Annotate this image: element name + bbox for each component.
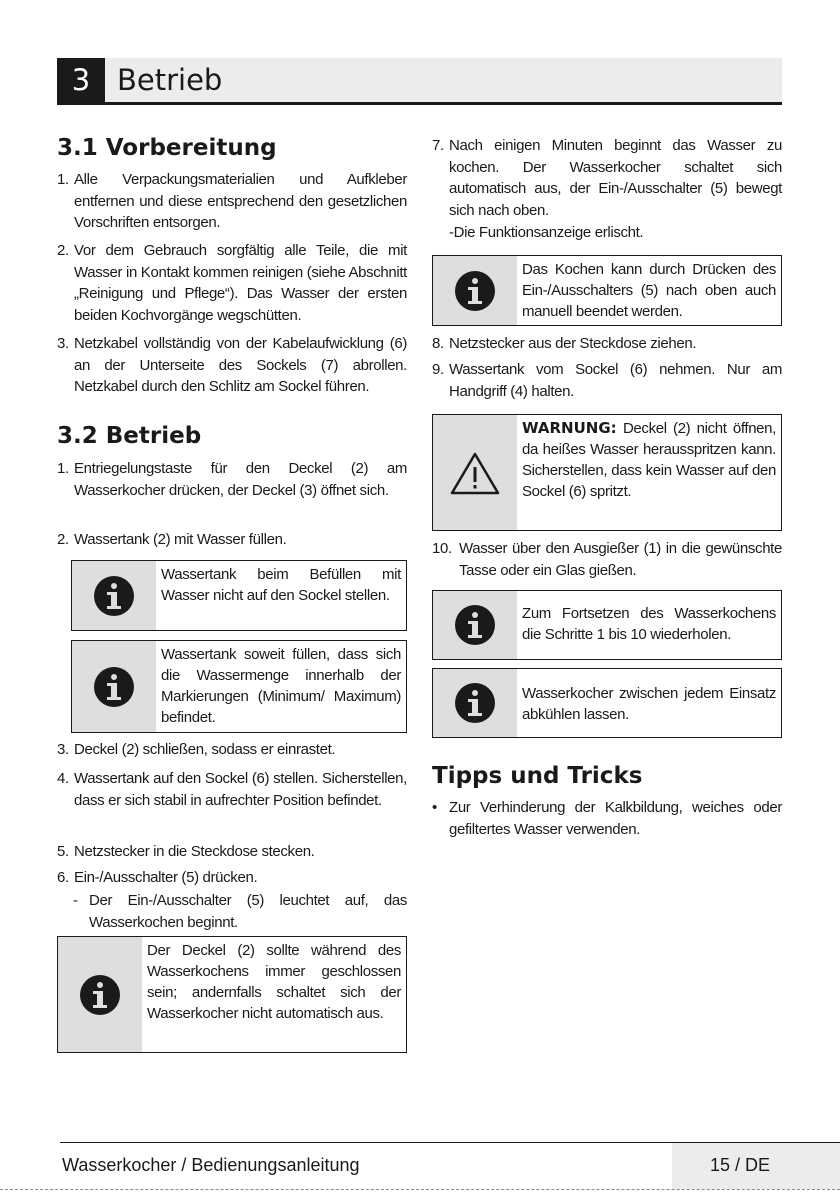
page-edge [0, 1189, 840, 1190]
chapter-title: Betrieb [117, 63, 223, 97]
list-item-sub: -Die Funktionsanzeige erlischt. [449, 224, 644, 241]
list-item: 4. Wassertank auf den Sockel (6) stellen. Sicherstellen, dass er sich stabil in aufrechter Position befindet. [57, 770, 407, 809]
warning-label: WARNUNG: [522, 419, 617, 437]
chapter-number: 3 [57, 58, 105, 102]
list-item: • Zur Verhinderung der Kalkbildung, weiches oder gefiltertes Wasser verwenden. [432, 799, 782, 838]
warning-text: WARNUNG: Deckel (2) nicht öffnen, da heißes Wasser herausspritzen kann. Sicherstellen, dass kein Wasser auf den Sockel (6) spritzt. [522, 419, 776, 500]
list-item: 3. Deckel (2) schließen, sodass er einrastet. [57, 741, 336, 758]
list-item: 8. Netzstecker aus der Steckdose ziehen. [432, 335, 697, 352]
page-number: 15 / DE [710, 1155, 771, 1175]
info-icon [455, 605, 495, 645]
list-item: 10. Wasser über den Ausgießer (1) in die gewünschte Tasse oder ein Glas gießen. [432, 540, 782, 579]
section-title-vorbereitung: 3.1 Vorbereitung [57, 135, 277, 161]
info-note [432, 590, 782, 660]
list-item: 3. Netzkabel vollständig von der Kabelaufwicklung (6) an der Unterseite des Sockels (7) abrollen. Netzkabel durch den Schlitz am Sockel führen. [57, 335, 407, 395]
note-text: Der Deckel (2) sollte während des Wasserkochens immer geschlossen sein; andernfalls schaltet sich der Wasserkocher nicht automatisch aus. [147, 942, 401, 1022]
footer-title: Wasserkocher / Bedienungsanleitung [62, 1155, 360, 1175]
info-icon [94, 667, 134, 707]
list-item: 9. Wassertank vom Sockel (6) nehmen. Nur am Handgriff (4) halten. [432, 361, 782, 400]
list-item: 2. Vor dem Gebrauch sorgfältig alle Teile, die mit Wasser in Kontakt kommen reinigen (siehe Abschnitt „Reinigung und Pflege“). Das Wasser der ersten beiden Kochvorgänge wegschütten. [57, 242, 407, 324]
list-item: 1. Entriegelungstaste für den Deckel (2) am Wasserkocher drücken, der Deckel (3) öffnet sich. [57, 460, 407, 499]
section-title-tipps: Tipps und Tricks [432, 763, 643, 789]
note-text: Das Kochen kann durch Drücken des Ein-/Ausschalters (5) nach oben auch manuell beendet werden. [522, 261, 776, 320]
info-note [432, 668, 782, 738]
list-item: 1. Alle Verpackungsmaterialien und Aufkleber entfernen und diese entsprechend den gesetzlichen Vorschriften entsorgen. [57, 171, 407, 231]
info-note [71, 640, 407, 733]
list-item: 6. Ein-/Ausschalter (5) drücken. [57, 869, 258, 886]
info-icon [455, 271, 495, 311]
section-title-betrieb: 3.2 Betrieb [57, 423, 202, 449]
chapter-banner [57, 58, 782, 105]
note-text: Zum Fortsetzen des Wasserkochens die Schritte 1 bis 10 wiederholen. [522, 605, 776, 643]
warning-triangle-icon [449, 450, 501, 496]
list-item: 7. Nach einigen Minuten beginnt das Wasser zu kochen. Der Wasserkocher schaltet sich automatisch aus, der Ein-/Ausschalter (5) bewegt sich nach oben. [432, 137, 782, 219]
info-icon [455, 683, 495, 723]
footer-page-box [672, 1143, 840, 1189]
warning-note [432, 414, 782, 531]
info-note [57, 936, 407, 1053]
info-note [71, 560, 407, 631]
note-text: Wassertank beim Befüllen mit Wasser nicht auf den Sockel stellen. [161, 566, 401, 604]
list-item: 5. Netzstecker in die Steckdose stecken. [57, 843, 315, 860]
note-text: Wasserkocher zwischen jedem Einsatz abkühlen lassen. [522, 685, 776, 723]
list-item: 2. Wassertank (2) mit Wasser füllen. [57, 531, 287, 548]
list-item-sub: - Der Ein-/Ausschalter (5) leuchtet auf, das Wasserkochen beginnt. [73, 892, 407, 931]
info-icon [80, 975, 120, 1015]
info-icon [94, 576, 134, 616]
info-note [432, 255, 782, 326]
note-text: Wassertank soweit füllen, dass sich die Wassermenge innerhalb der Markierungen (Minimum/ Maximum) befindet. [161, 646, 401, 726]
